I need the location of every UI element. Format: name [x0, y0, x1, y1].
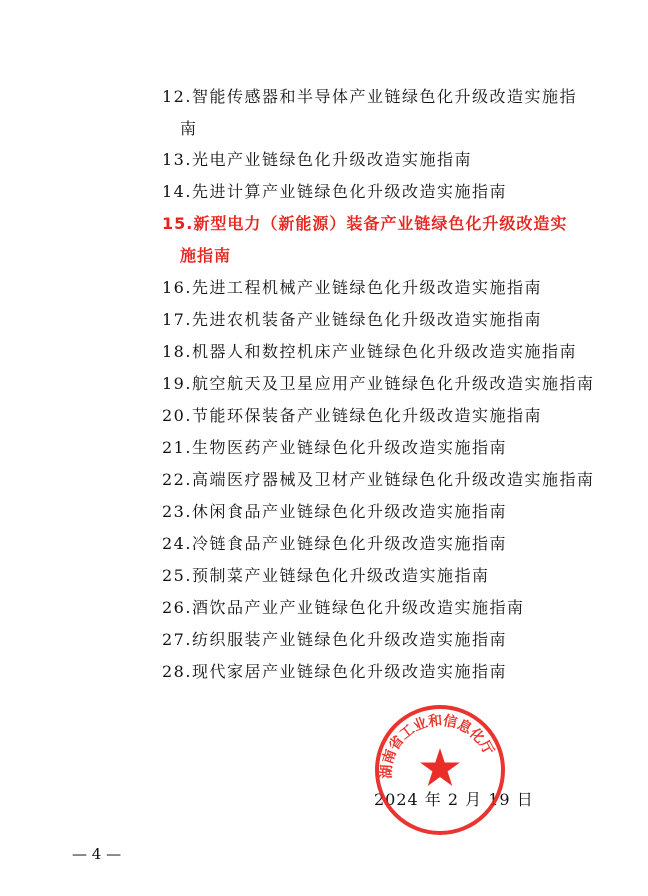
list-item	[162, 592, 582, 624]
list-item	[162, 624, 582, 656]
item-text-continued: 施指南	[180, 246, 232, 265]
item-text: 23.休闲食品产业链绿色化升级改造实施指南	[162, 502, 507, 521]
list-item-highlighted	[162, 208, 582, 272]
item-text: 25.预制菜产业链绿色化升级改造实施指南	[162, 566, 490, 585]
item-text: 18.机器人和数控机床产业链绿色化升级改造实施指南	[162, 342, 577, 361]
item-text: 15.新型电力（新能源）装备产业链绿色化升级改造实	[162, 214, 568, 233]
list-item	[162, 368, 595, 400]
list-item	[162, 176, 582, 208]
list-item	[162, 560, 582, 592]
list-item	[162, 464, 595, 496]
list-item	[162, 656, 582, 688]
item-text: 21.生物医药产业链绿色化升级改造实施指南	[162, 438, 507, 457]
seal-text: 湖南省工业和信息化厅	[378, 712, 497, 780]
item-text: 14.先进计算产业链绿色化升级改造实施指南	[162, 182, 507, 201]
list-item	[162, 528, 582, 560]
item-text: 20.节能环保装备产业链绿色化升级改造实施指南	[162, 406, 542, 425]
list-item	[162, 304, 582, 336]
item-text: 28.现代家居产业链绿色化升级改造实施指南	[162, 662, 507, 681]
item-text-continued: 南	[180, 119, 198, 138]
list-item	[162, 336, 582, 368]
item-text: 12.智能传感器和半导体产业链绿色化升级改造实施指	[162, 87, 577, 106]
list-item	[162, 81, 582, 145]
list-item	[162, 400, 582, 432]
item-text: 16.先进工程机械产业链绿色化升级改造实施指南	[162, 278, 542, 297]
item-text: 19.航空航天及卫星应用产业链绿色化升级改造实施指南	[162, 374, 595, 393]
page-number: — 4 —	[72, 845, 122, 863]
issue-date: 2024 年 2 月 19 日	[374, 790, 534, 809]
list-item	[162, 496, 582, 528]
item-text: 13.光电产业链绿色化升级改造实施指南	[162, 150, 472, 169]
item-text: 27.纺织服装产业链绿色化升级改造实施指南	[162, 630, 507, 649]
item-text: 26.酒饮品产业产业链绿色化升级改造实施指南	[162, 598, 525, 617]
item-text: 22.高端医疗器械及卫材产业链绿色化升级改造实施指南	[162, 470, 595, 489]
item-text: 24.冷链食品产业链绿色化升级改造实施指南	[162, 534, 507, 553]
list-item	[162, 432, 582, 464]
item-text: 17.先进农机装备产业链绿色化升级改造实施指南	[162, 310, 542, 329]
official-seal-icon	[370, 700, 520, 840]
list-item	[162, 272, 582, 304]
list-item	[162, 144, 582, 176]
